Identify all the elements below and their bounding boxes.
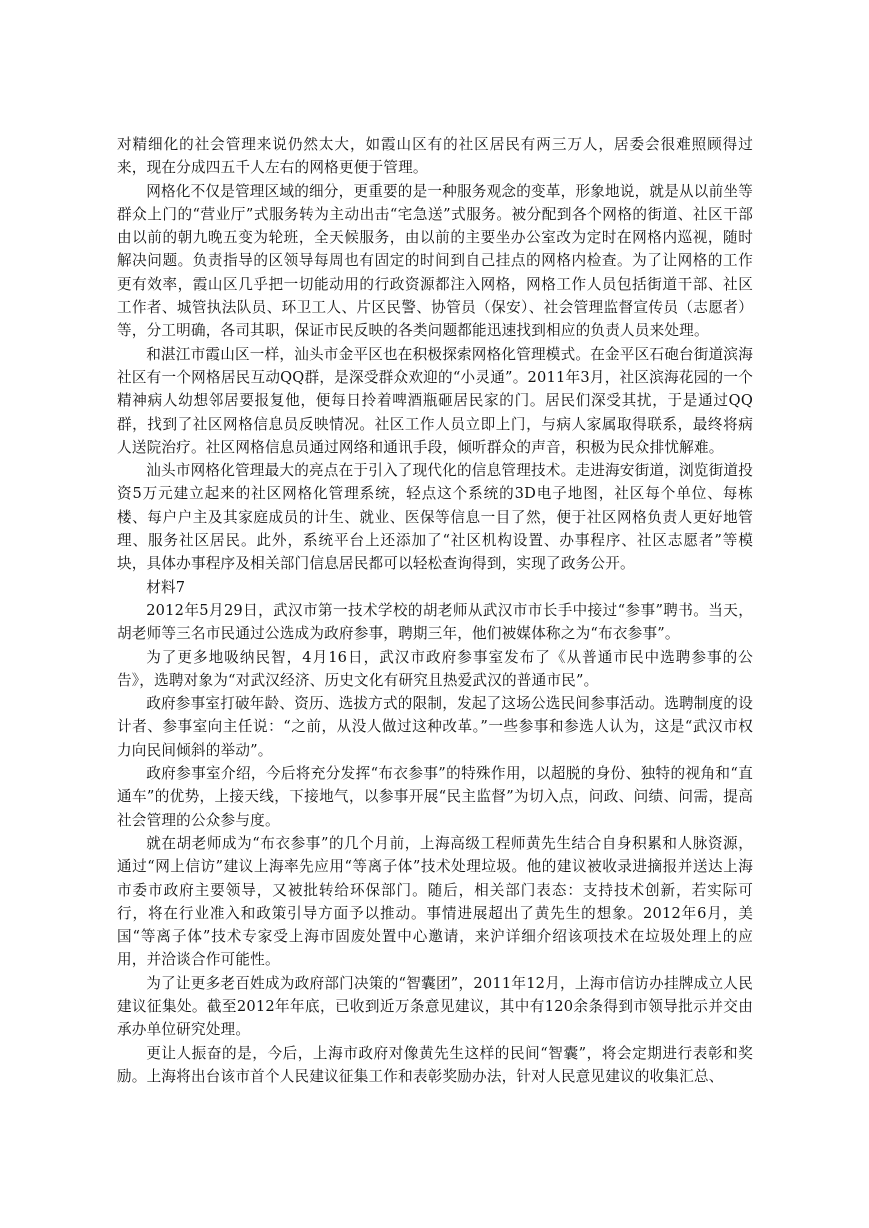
paragraph: 对精细化的社会管理来说仍然太大，如霞山区有的社区居民有两三万人，居委会很难照顾得过来，现在分成四五千人左右的网格更便于管理。	[117, 136, 753, 177]
section-heading: 材料7	[146, 578, 186, 596]
paragraph: 政府参事室介绍，今后将充分发挥“布衣参事”的特殊作用，以超脱的身份、独特的视角和“直通车”的优势，上接天线，下接地气，以参事开展“民主监督”为切入点，问政、问绩、问需，提高社会管理的公众参与度。	[117, 765, 753, 829]
paragraph: 网格化不仅是管理区域的细分，更重要的是一种服务观念的变革，形象地说，就是从以前坐等群众上门的“营业厅”式服务转为主动出击“宅急送”式服务。被分配到各个网格的街道、社区干部由以前的朝九晚五变为轮班，全天候服务，由以前的主要坐办公室改为定时在网格内巡视，随时解决问题。负责指导的区领导每周也有固定的时间到自己挂点的网格内检查。为了让网格的工作更有效率，霞山区几乎把一切能动用的行政资源都注入网格，网格工作人员包括街道干部、社区工作者、城管执法队员、环卫工人、片区民警、协管员（保安）、社会管理监督宣传员（志愿者）等，分工明确，各司其职，保证市民反映的各类问题都能迅速找到相应的负责人员来处理。	[117, 182, 753, 340]
document-body	[117, 133, 753, 1088]
paragraph: 汕头市网格化管理最大的亮点在于引入了现代化的信息管理技术。走进海安街道，浏览街道投资5万元建立起来的社区网格化管理系统，轻点这个系统的3D电子地图，社区每个单位、每栋楼、每户户主及其家庭成员的计生、就业、医保等信息一目了然，便于社区网格负责人更好地管理、服务社区居民。此外，系统平台上还添加了“社区机构设置、办事程序、社区志愿者”等模块，具体办事程序及相关部门信息居民都可以轻松查询得到，实现了政务公开。	[117, 462, 753, 573]
paragraph: 2012年5月29日，武汉市第一技术学校的胡老师从武汉市市长手中接过“参事”聘书。当天，胡老师等三名市民通过公选成为政府参事，聘期三年，他们被媒体称之为“布衣参事”。	[117, 601, 753, 643]
paragraph: 为了更多地吸纳民智，4月16日，武汉市政府参事室发布了《从普通市民中选聘参事的公告》，选聘对象为“对武汉经济、历史文化有研究且热爱武汉的普通市民”。	[117, 648, 753, 689]
paragraph: 政府参事室打破年龄、资历、选拔方式的限制，发起了这场公选民间参事活动。选聘制度的设计者、参事室向主任说：“之前，从没人做过这种改革。”一些参事和参选人认为，这是“武汉市权力向民间倾斜的举动”。	[117, 695, 753, 759]
paragraph: 就在胡老师成为“布衣参事”的几个月前，上海高级工程师黄先生结合自身积累和人脉资源，通过“网上信访”建议上海率先应用“等离子体”技术处理垃圾。他的建议被收录进摘报并送达上海市委市政府主要领导，又被批转给环保部门。随后，相关部门表态：支持技术创新，若实际可行，将在行业准入和政策引导方面予以推动。事情进展超出了黄先生的想象。2012年6月，美国“等离子体”技术专家受上海市固废处置中心邀请，来沪详细介绍该项技术在垃圾处理上的应用，并洽谈合作可能性。	[117, 834, 753, 969]
paragraph: 更让人振奋的是，今后，上海市政府对像黄先生这样的民间“智囊”，将会定期进行表彰和奖励。上海将出台该市首个人民建议征集工作和表彰奖励办法，针对人民意见建议的收集汇总、	[117, 1044, 753, 1085]
paragraph: 和湛江市霞山区一样，汕头市金平区也在积极探索网格化管理模式。在金平区石砲台街道滨海社区有一个网格居民互动QQ群，是深受群众欢迎的“小灵通”。2011年3月，社区滨海花园的一个精神病人幼想邻居要报复他，便每日拎着啤酒瓶砸居民家的门。居民们深受其扰，于是通过QQ群，找到了社区网格信息员反映情况。社区工作人员立即上门，与病人家属取得联系，最终将病人送院治疗。社区网格信息员通过网络和通讯手段，倾听群众的声音，积极为民众排忧解难。	[117, 345, 753, 456]
paragraph: 为了让更多老百姓成为政府部门决策的“智囊团”，2011年12月，上海市信访办挂牌成立人民建议征集处。截至2012年年底，已收到近万条意见建议，其中有120余条得到市领导批示并交由承办单位研究处理。	[117, 974, 753, 1039]
